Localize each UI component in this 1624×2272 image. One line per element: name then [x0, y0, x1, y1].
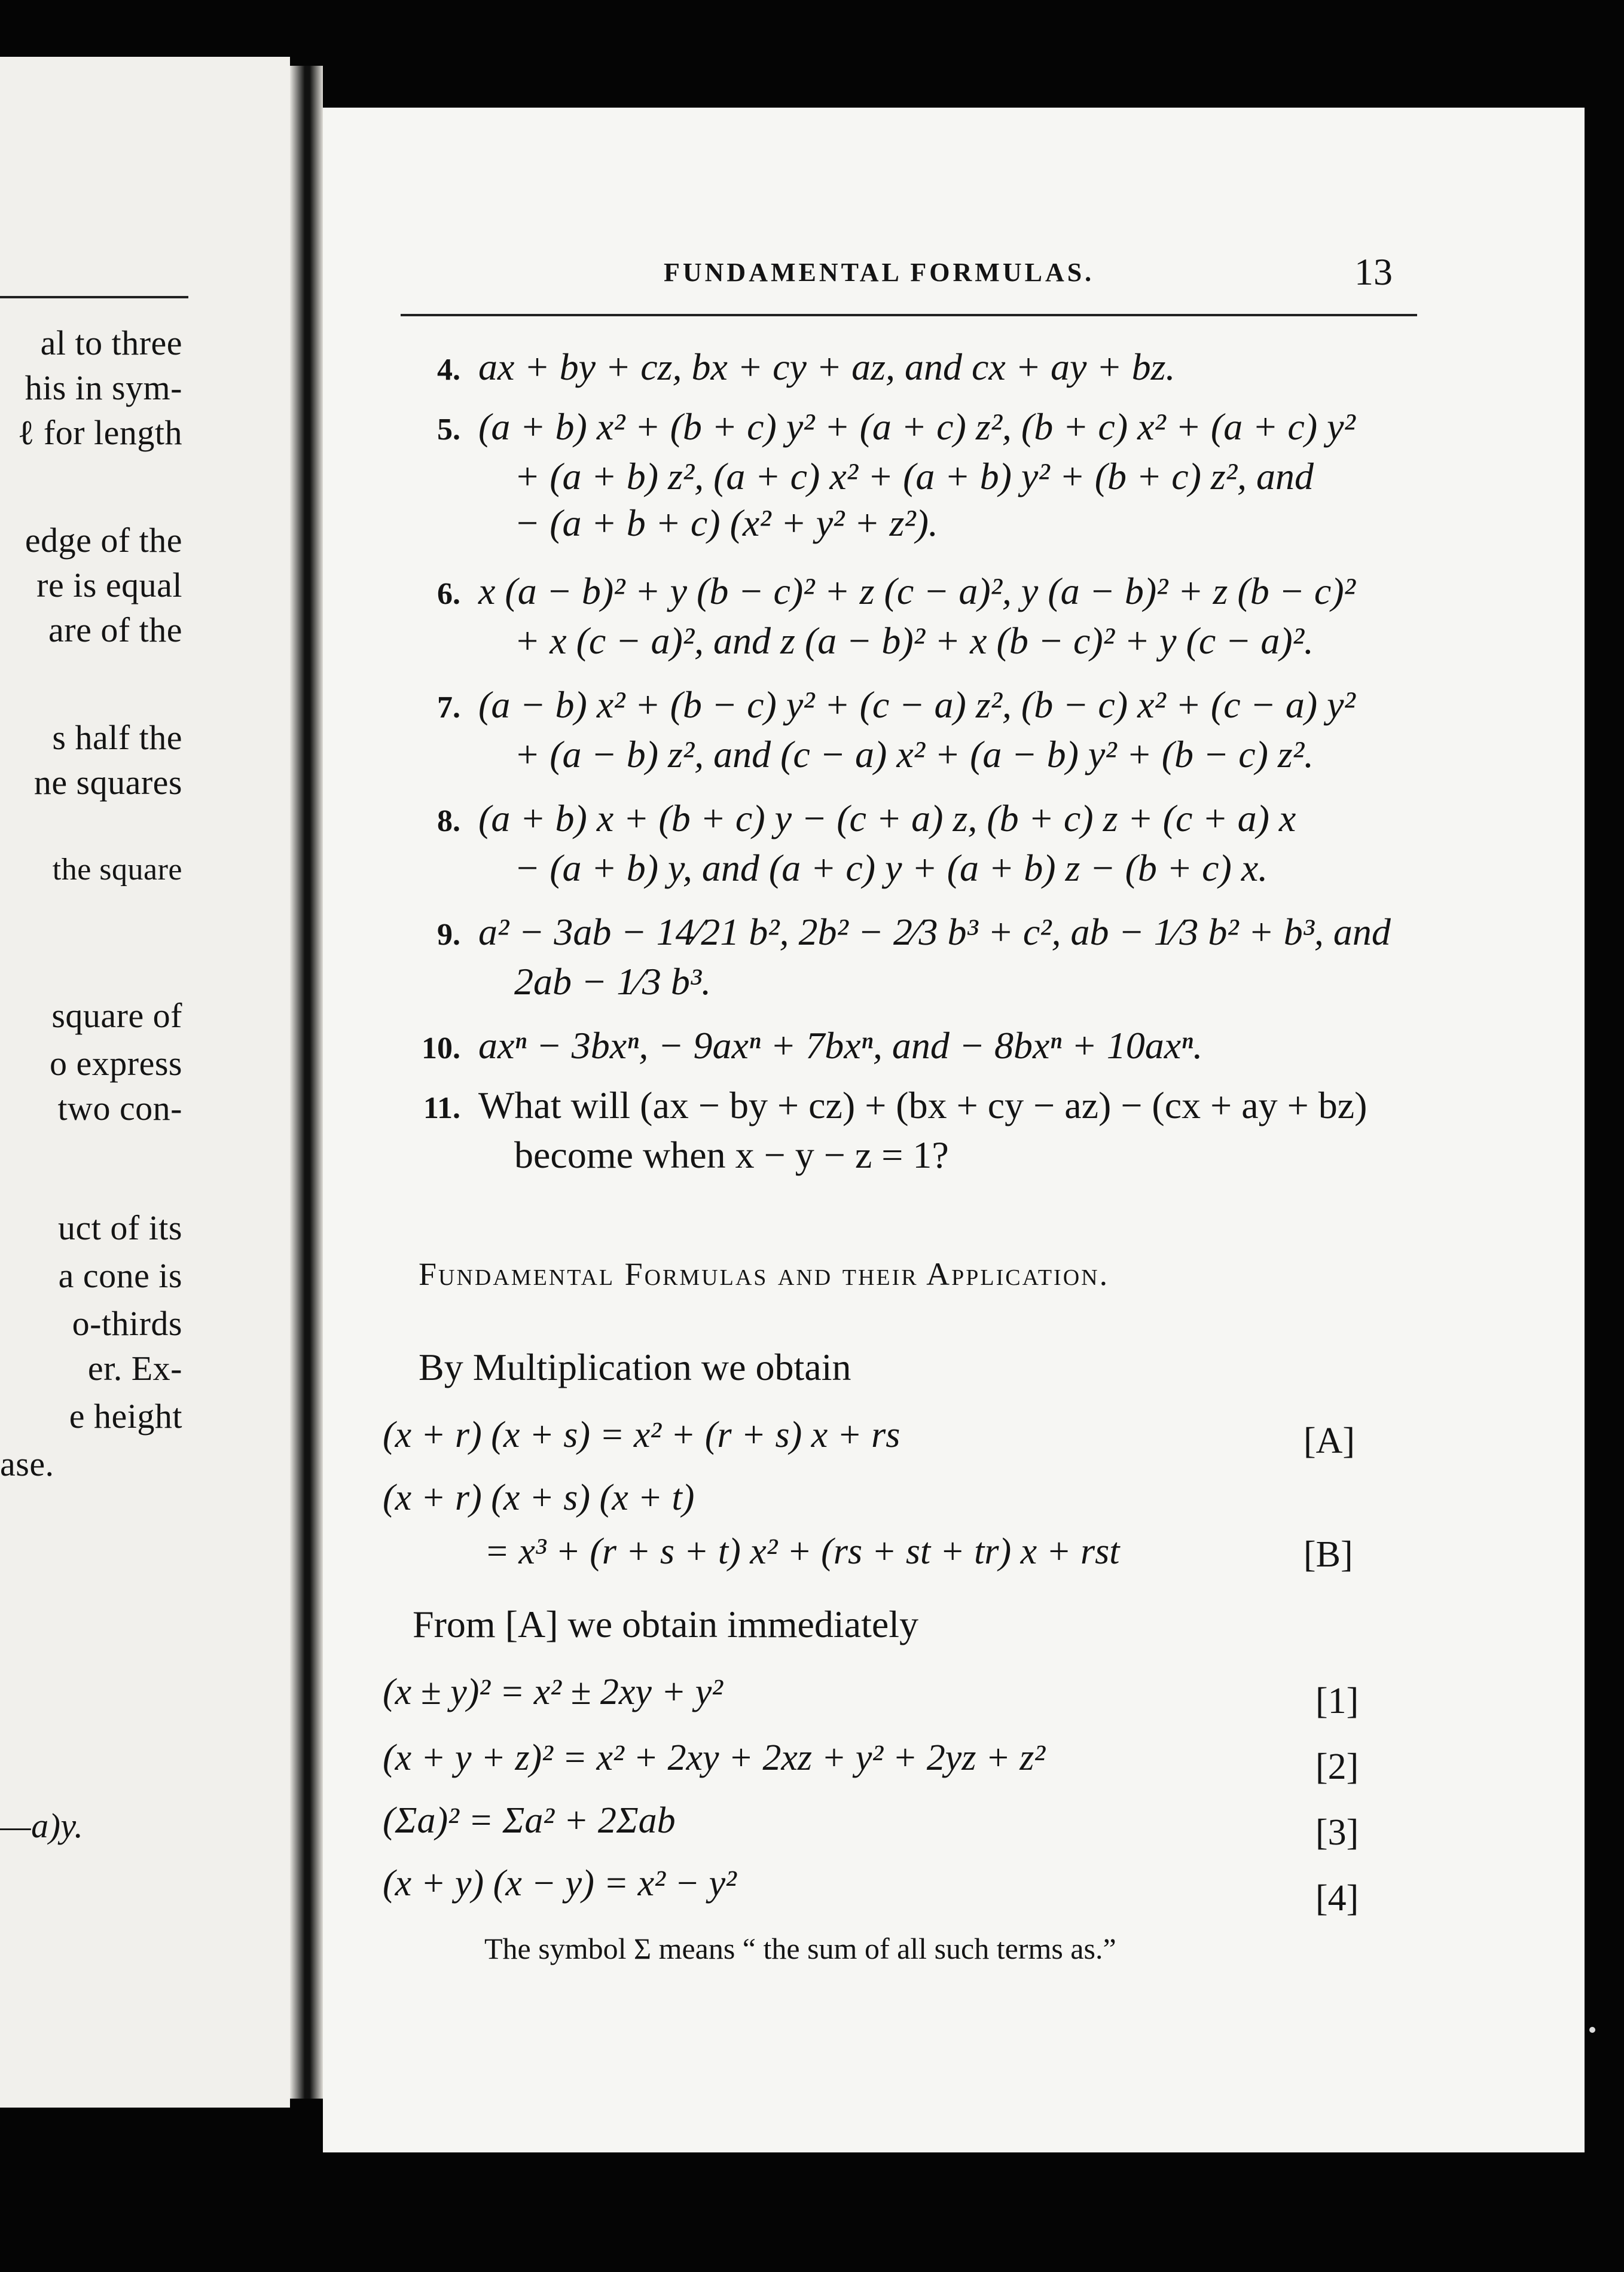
exercise-number: 10. [422, 1031, 460, 1065]
exercise-text: What will (ax − by + cz) + (bx + cy − az) − (cx + ay + bz) [478, 1084, 1367, 1126]
formula-tag: [1] [1315, 1681, 1359, 1721]
exercise-number: 11. [423, 1091, 460, 1125]
left-text-line: ℓ for length [17, 413, 182, 452]
left-text-line: s half the [52, 718, 182, 757]
exercise-text: + x (c − a)², and z (a − b)² + x (b − c)² + y (c − a)². [514, 619, 1314, 662]
right-page [323, 108, 1585, 2152]
exercise-number: 6. [437, 577, 460, 611]
left-page [0, 57, 290, 2108]
left-text-line: a cone is [58, 1256, 182, 1295]
left-text-line: are of the [48, 610, 182, 649]
left-header-rule [0, 296, 188, 298]
formula-B-lhs: (x + r) (x + s) (x + t) [383, 1477, 695, 1518]
exercise-number: 9. [437, 918, 460, 952]
exercise-text: a² − 3ab − 14⁄21 b², 2b² − 2⁄3 b³ + c², ab − 1⁄3 b² + b³, and [478, 911, 1391, 953]
exercise-text: ax + by + cz, bx + cy + az, and cx + ay + bz. [478, 346, 1176, 388]
exercise-item [395, 682, 1356, 778]
left-text-line: e height [69, 1397, 182, 1436]
formula-2: (x + y + z)² = x² + 2xy + 2xz + y² + 2yz + z² [383, 1737, 1046, 1778]
left-text-line: his in sym- [25, 368, 182, 407]
exercise-number: 8. [437, 804, 460, 838]
exercise-number: 7. [437, 691, 460, 725]
formula-tag: [4] [1315, 1878, 1359, 1919]
formula-1: (x ± y)² = x² ± 2xy + y² [383, 1672, 723, 1712]
left-text-line: re is equal [36, 566, 182, 604]
section-heading: Fundamental Formulas and their Application. [419, 1256, 1110, 1292]
left-text-line: uct of its [58, 1208, 182, 1247]
exercise-item [395, 344, 1176, 393]
exercise-item [395, 1022, 1202, 1072]
formula-tag: [B] [1304, 1534, 1353, 1575]
left-text-line: ase. [0, 1445, 54, 1483]
left-text-line: al to three [40, 323, 182, 362]
from-text: From [A] we obtain immediately [413, 1603, 919, 1645]
exercise-number: 4. [437, 353, 460, 387]
exercise-text: (a − b) x² + (b − c) y² + (c − a) z², (b − c) x² + (c − a) y² [478, 683, 1356, 726]
exercise-number: 5. [437, 413, 460, 447]
formula-4: (x + y) (x − y) = x² − y² [383, 1863, 737, 1904]
intro-text: By Multiplication we obtain [419, 1346, 851, 1388]
formula-tag: [2] [1315, 1746, 1359, 1787]
left-text-line: ne squares [33, 763, 182, 802]
exercise-text: + (a − b) z², and (c − a) x² + (a − b) y² + (b − c) z². [514, 733, 1314, 775]
scan-speck [1589, 2027, 1595, 2033]
formula-tag: [A] [1304, 1421, 1356, 1461]
exercise-text: x (a − b)² + y (b − c)² + z (c − a)², y (a − b)² + z (b − c)² [478, 570, 1356, 612]
formula-A: (x + r) (x + s) = x² + (r + s) x + rs [383, 1415, 900, 1455]
footnote: The symbol Σ means “ the sum of all such terms as.” [484, 1932, 1116, 1965]
left-text-line: two con- [57, 1089, 182, 1128]
formula-B-rhs: = x³ + (r + s + t) x² + (rs + st + tr) x + rst [484, 1531, 1120, 1572]
header-rule [401, 314, 1417, 316]
left-text-line: o express [50, 1044, 182, 1083]
exercise-item [395, 404, 1356, 546]
left-text-line: o-thirds [72, 1304, 182, 1343]
page-number: 13 [1354, 251, 1393, 293]
exercise-text: (a + b) x + (b + c) y − (c + a) z, (b + c) z + (c + a) x [478, 797, 1296, 839]
exercise-text: become when x − y − z = 1? [514, 1134, 949, 1176]
left-text-line: er. Ex- [87, 1349, 182, 1388]
exercise-item [395, 795, 1296, 891]
left-text-line: edge of the [25, 521, 182, 560]
exercise-text: (a + b) x² + (b + c) y² + (a + c) z², (b + c) x² + (a + c) y² [478, 405, 1356, 448]
formula-3: (Σa)² = Σa² + 2Σab [383, 1800, 676, 1841]
exercise-item [395, 568, 1356, 664]
exercise-item [395, 1082, 1367, 1178]
exercise-text: − (a + b) y, and (a + c) y + (a + b) z − (b + c) x. [514, 847, 1268, 889]
exercise-text: + (a + b) z², (a + c) x² + (a + b) y² + (b + c) z², and [514, 455, 1314, 497]
exercise-text: 2ab − 1⁄3 b³. [514, 960, 712, 1003]
exercise-item [395, 909, 1391, 1005]
left-text-line: square of [51, 996, 182, 1035]
left-text-line: the square [52, 853, 182, 887]
formula-tag: [3] [1315, 1812, 1359, 1853]
left-text-line: —a)y. [0, 1806, 84, 1845]
running-head: FUNDAMENTAL FORMULAS. [664, 258, 1095, 287]
exercise-text: axⁿ − 3bxⁿ, − 9axⁿ + 7bxⁿ, and − 8bxⁿ + 10axⁿ. [478, 1024, 1203, 1067]
book-gutter [290, 66, 323, 2099]
exercise-text: − (a + b + c) (x² + y² + z²). [514, 502, 938, 544]
